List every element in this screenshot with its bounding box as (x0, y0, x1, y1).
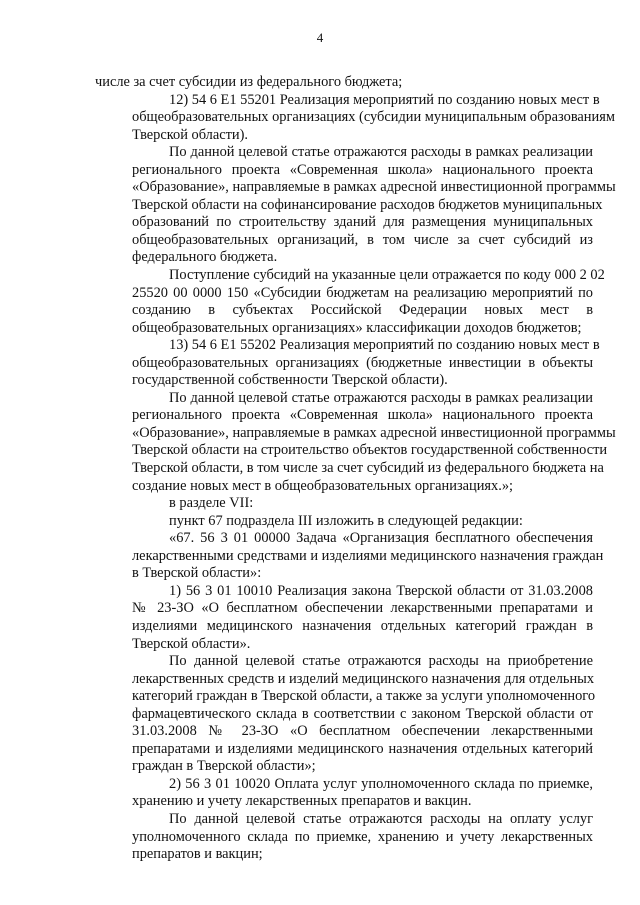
text-line: общеобразовательных организациях (субсидии муниципальным образованиям (132, 109, 615, 126)
text-line: созданию в субъектах Российской Федерации новых мест в (132, 302, 593, 319)
text-line: По данной целевой статье отражаются расходы в рамках реализации (169, 389, 593, 406)
text-line: «Образование», направляемые в рамках адресной инвестиционной программы (132, 424, 616, 441)
text-line: «67. 56 3 01 00000 Задача «Организация бесплатного обеспечения (169, 530, 593, 547)
text-line: федерального бюджета. (132, 249, 278, 266)
paragraph (95, 653, 596, 776)
paragraph (95, 583, 593, 653)
paragraph (95, 337, 600, 390)
text-line: По данной целевой статье отражаются расходы в рамках реализации (169, 144, 593, 161)
text-line: в разделе VII: (169, 495, 254, 512)
text-line: государственной собственности Тверской области). (132, 372, 448, 389)
page-number: 4 (316, 30, 324, 45)
text-line: препаратов и вакцин; (132, 846, 263, 863)
paragraph (95, 267, 605, 337)
text-line: в Тверской области»: (132, 565, 262, 582)
paragraph (95, 776, 593, 811)
text-line: общеобразовательных организаций, в том числе за счет субсидий из (132, 231, 593, 248)
text-line: общеобразовательных организациях» классификации доходов бюджетов; (132, 319, 582, 336)
text-line: лекарственных средств и изделий медицинского назначения для отдельных (132, 670, 595, 687)
text-line: регионального проекта «Современная школа» национального проекта (132, 407, 593, 424)
paragraph (95, 513, 593, 531)
text-line: 13) 54 6 E1 55202 Реализация мероприятий по созданию новых мест в (169, 337, 600, 354)
paragraph (95, 530, 604, 583)
paragraph (95, 389, 616, 495)
paragraph (95, 495, 593, 513)
text-line: Поступление субсидий на указанные цели отражается по коду 000 2 02 (169, 267, 605, 284)
text-line: 25520 00 0000 150 «Субсидии бюджетам на реализацию мероприятий по (132, 284, 593, 301)
text-line: общеобразовательных организациях (бюджетные инвестиции в объекты (132, 354, 593, 371)
paragraph (95, 91, 615, 145)
document-body (95, 74, 616, 864)
text-line: уполномоченного склада по приемке, хранению и учету лекарственных (132, 828, 593, 845)
text-line: 1) 56 3 01 10010 Реализация закона Тверской области от 31.03.2008 (169, 582, 593, 599)
text-line: 2) 56 3 01 10020 Оплата услуг уполномоченного склада по приемке, (169, 775, 593, 792)
text-line: фармацевтического склада в соответствии с законом Тверской области от (132, 705, 593, 722)
paragraph (95, 74, 593, 92)
text-line: препаратами и изделиями медицинского назначения отдельных категорий (132, 740, 593, 757)
text-line: Тверской области». (132, 635, 251, 652)
text-line: Тверской области). (132, 126, 249, 143)
text-line: № 23-ЗО «О бесплатном обеспечении лекарственными препаратами и (132, 600, 593, 617)
text-line: создание новых мест в общеобразовательных организациях.»; (132, 477, 514, 494)
text-line: По данной целевой статье отражаются расходы на приобретение (169, 653, 593, 670)
text-line: Тверской области на софинансирование расходов бюджетов муниципальных (132, 196, 603, 213)
text-line: образований по строительству зданий для размещения муниципальных (132, 214, 593, 231)
text-line: Тверской области, в том числе за счет субсидий из федерального бюджета на (132, 460, 604, 477)
text-line: Тверской области на строительство объектов государственной собственности (132, 442, 608, 459)
text-line: лекарственными средствами и изделиями медицинского назначения граждан (132, 547, 604, 564)
text-line: хранению и учету лекарственных препаратов и вакцин. (132, 793, 472, 810)
text-line: изделиями медицинского назначения отдельных категорий граждан в (132, 617, 593, 634)
paragraph (95, 811, 593, 864)
text-line: «Образование», направляемые в рамках адресной инвестиционной программы (132, 179, 616, 196)
text-line: 12) 54 6 E1 55201 Реализация мероприятий по созданию новых мест в (169, 91, 600, 108)
text-line: числе за счет субсидии из федерального бюджета; (95, 74, 403, 90)
text-line: граждан в Тверской области»; (132, 758, 316, 775)
text-line: По данной целевой статье отражаются расходы на оплату услуг (169, 810, 593, 827)
text-line: категорий граждан в Тверской области, а также за услуги уполномоченного (132, 688, 596, 705)
text-line: регионального проекта «Современная школа» национального проекта (132, 161, 593, 178)
text-line: пункт 67 подраздела III изложить в следующей редакции: (169, 512, 523, 529)
text-line: 31.03.2008 № 23-ЗО «О бесплатном обеспечении лекарственными (132, 723, 593, 740)
paragraph (95, 144, 616, 267)
